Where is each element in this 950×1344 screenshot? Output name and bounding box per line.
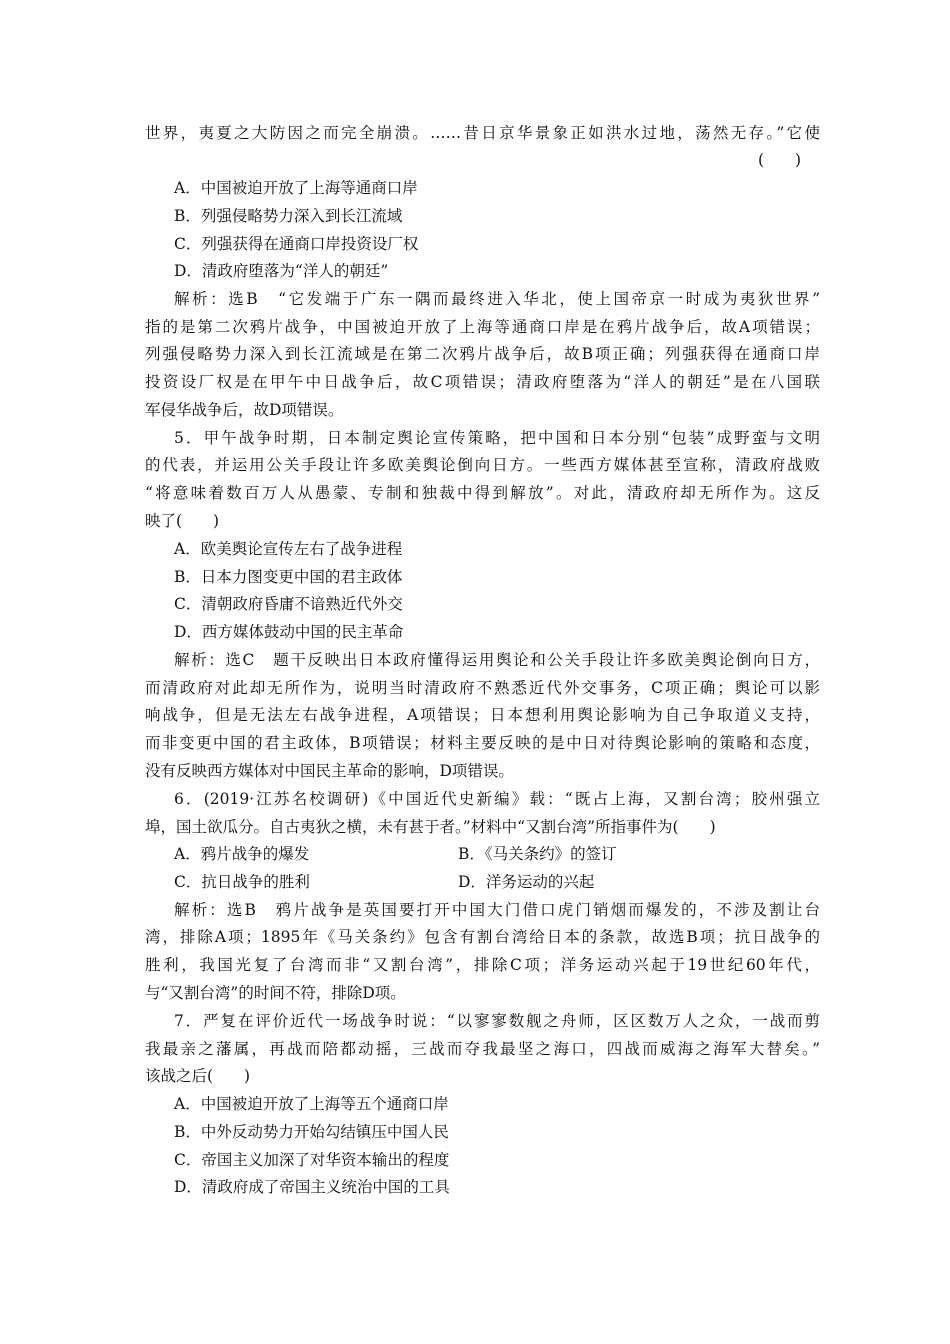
q4-analysis-line: 投资设厂权是在甲午中日战争后，故C项错误；清政府堕落为“洋人的朝廷”是在八国联 [145, 373, 820, 391]
q5-stem-line: 5．甲午战争时期，日本制定舆论宣传策略，把中国和日本分别“包装”成野蛮与文明 [174, 429, 820, 447]
q4-option-c: C．列强获得在通商口岸投资设厂权 [174, 235, 419, 253]
q7-stem-line: 7．严复在评价近代一场战争时说：“以寥寥数舰之舟师，区区数万人之众，一战而剪 [174, 1012, 820, 1030]
q7-option-a: A．中国被迫开放了上海等五个通商口岸 [174, 1095, 449, 1113]
q5-option-d: D．西方媒体鼓动中国的民主革命 [174, 623, 404, 641]
q7-option-c: C．帝国主义加深了对华资本输出的程度 [174, 1151, 450, 1169]
q4-stem-line: 世界，夷夏之大防因之而完全崩溃。……昔日京华景象正如洪水过地，荡然无存。”它使 [145, 124, 820, 142]
q6-stem-line: 埠，国土欲瓜分。自古夷狄之横，未有甚于者。”材料中“又割台湾”所指事件为( ) [145, 818, 716, 836]
q7-stem-line: 我最亲之藩属，再战而陪都动摇，三战而夺我最坚之海口，四战而威海之海军大替矣。” [145, 1040, 820, 1058]
q5-analysis-line: 而非变更中国的君主政体，B项错误；材料主要反映的是中日对待舆论影响的策略和态度， [145, 734, 820, 752]
q6-stem-line: 6．(2019·江苏名校调研)《中国近代史新编》载：“既占上海，又割台湾；胶州强立 [174, 790, 820, 808]
q5-analysis-line: 解析：选C 题干反映出日本政府懂得运用舆论和公关手段让许多欧美舆论倒向日方， [174, 651, 820, 669]
q7-option-b: B．中外反动势力开始勾结镇压中国人民 [174, 1123, 449, 1141]
q4-analysis-line: 列强侵略势力深入到长江流域是在第二次鸦片战争后，故B项正确；列强获得在通商口岸 [145, 345, 820, 363]
q5-stem-line: 映了( ) [145, 512, 220, 530]
q4-analysis-line: 军侵华战争后，故D项错误。 [145, 401, 344, 419]
q5-stem-line: 的代表，并运用公关手段让许多欧美舆论倒向日方。一些西方媒体甚至宣称，清政府战败 [145, 456, 820, 474]
q6-option-b: B．《马关条约》的签订 [458, 845, 617, 863]
q5-stem-line: “将意味着数百万人从愚蒙、专制和独裁中得到解放”。对此，清政府却无所作为。这反 [145, 484, 820, 502]
q4-analysis-line: 解析：选B “它发端于广东一隅而最终进入华北，使上国帝京一时成为夷狄世界” [174, 290, 820, 308]
q5-analysis-line: 而清政府对此却无所作为，说明当时清政府不熟悉近代外交事务，C项正确；舆论可以影 [145, 679, 820, 697]
q4-option-d: D．清政府堕落为“洋人的朝廷” [174, 262, 389, 280]
q6-option-c: C．抗日战争的胜利 [174, 873, 310, 891]
q4-answer-bracket: ( ) [758, 151, 802, 169]
q6-option-a: A．鸦片战争的爆发 [174, 845, 310, 863]
q5-option-b: B．日本力图变更中国的君主政体 [174, 568, 403, 586]
q7-option-d: D．清政府成了帝国主义统治中国的工具 [174, 1178, 450, 1196]
q6-option-d: D．洋务运动的兴起 [458, 873, 595, 891]
q5-analysis-line: 响战争，但是无法左右战争进程，A项错误；日本想利用舆论影响为自己争取道义支持， [145, 706, 820, 724]
q4-option-a: A．中国被迫开放了上海等通商口岸 [174, 179, 418, 197]
q5-option-a: A．欧美舆论宣传左右了战争进程 [174, 540, 403, 558]
q4-analysis-line: 指的是第二次鸦片战争，中国被迫开放了上海等通商口岸是在鸦片战争后，故A项错误； [145, 318, 820, 336]
q6-analysis-line: 解析：选B 鸦片战争是英国要打开中国大门借口虎门销烟而爆发的，不涉及割让台 [174, 901, 820, 919]
q6-analysis-line: 湾，排除A项；1895年《马关条约》包含有割台湾给日本的条款，故选B项；抗日战争的 [145, 928, 820, 946]
q6-analysis-line: 胜利，我国光复了台湾而非“又割台湾”，排除C项；洋务运动兴起于19世纪60年代， [145, 956, 820, 974]
q6-analysis-line: 与“又割台湾”的时间不符，排除D项。 [145, 984, 406, 1002]
q4-option-b: B．列强侵略势力深入到长江流域 [174, 207, 403, 225]
q7-stem-line: 该战之后( ) [145, 1067, 251, 1085]
q5-option-c: C．清朝政府昏庸不谙熟近代外交 [174, 595, 403, 613]
q5-analysis-line: 没有反映西方媒体对中国民主革命的影响，D项错误。 [145, 762, 514, 780]
